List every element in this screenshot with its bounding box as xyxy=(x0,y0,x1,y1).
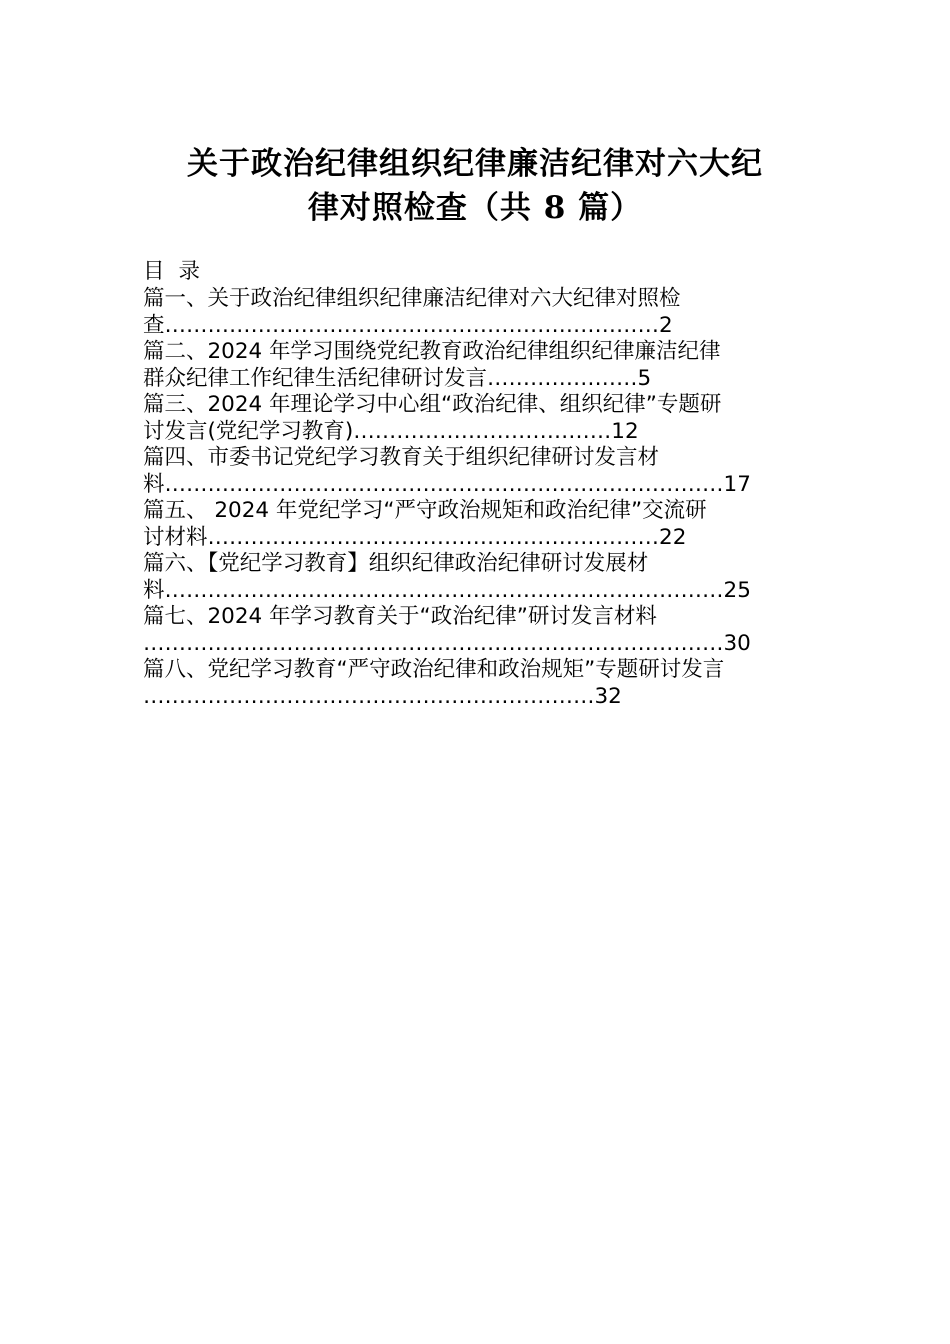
toc-page-number: 2 xyxy=(659,312,673,338)
toc-page-number: 32 xyxy=(594,683,622,709)
document-title xyxy=(140,142,810,230)
toc-heading: 目录 xyxy=(143,259,215,284)
toc-entry-title: 篇八、党纪学习教育“严守政治纪律和政治规矩”专题研讨发言 xyxy=(143,657,725,682)
toc-page-number: 25 xyxy=(723,577,751,603)
toc-entry-title-cont: 料 xyxy=(143,577,165,603)
toc-page-number: 30 xyxy=(723,630,751,656)
toc-entry-title-cont: 讨发言(党纪学习教育) xyxy=(143,418,354,444)
toc-entry-2[interactable] xyxy=(143,339,823,392)
toc-leader-dots: ……………………………………………………… xyxy=(207,524,660,550)
toc-page-number: 22 xyxy=(659,524,687,550)
toc-page-number: 12 xyxy=(611,418,639,444)
table-of-contents xyxy=(143,256,823,710)
toc-entry-7[interactable] xyxy=(143,604,823,657)
toc-leader-dots: ……………………………………………………… xyxy=(143,683,595,709)
toc-entry-title-cont: 查 xyxy=(143,312,165,338)
toc-entry-8[interactable] xyxy=(143,657,823,710)
toc-page-number: 5 xyxy=(637,365,652,391)
toc-entry-title: 篇五、 2024 年党纪学习“严守政治规矩和政治纪律”交流研 xyxy=(143,498,707,523)
toc-leader-dots: ……………………………………………………………………… xyxy=(143,630,724,656)
toc-entry-title-cont: 料 xyxy=(143,471,165,497)
toc-leader-dots: …………………………………………………………… xyxy=(164,312,660,338)
toc-entry-4[interactable] xyxy=(143,445,823,498)
toc-entry-3[interactable] xyxy=(143,392,823,445)
toc-entry-title: 篇二、2024 年学习围绕党纪教育政治纪律组织纪律廉洁纪律 xyxy=(143,339,721,364)
toc-entry-title: 篇一、关于政治纪律组织纪律廉洁纪律对六大纪律对照检 xyxy=(143,286,681,311)
toc-leader-dots: …………………………………………………………………… xyxy=(164,471,724,497)
document-title-line-2: 律对照检查（共 8 篇） xyxy=(307,190,643,226)
toc-leader-dots: …………………………………………………………………… xyxy=(164,577,724,603)
toc-entry-title: 篇三、2024 年理论学习中心组“政治纪律、组织纪律”专题研 xyxy=(143,392,722,417)
toc-entry-title: 篇六、【党纪学习教育】组织纪律政治纪律研讨发展材 xyxy=(143,551,649,576)
toc-entry-6[interactable] xyxy=(143,551,823,604)
toc-entry-title: 篇七、2024 年学习教育关于“政治纪律”研讨发言材料 xyxy=(143,604,657,629)
toc-page-number: 17 xyxy=(723,471,751,497)
toc-entry-title: 篇四、市委书记党纪学习教育关于组织纪律研讨发言材 xyxy=(143,445,660,470)
toc-entry-title-cont: 群众纪律工作纪律生活纪律研讨发言 xyxy=(143,365,488,391)
toc-entry-5[interactable] xyxy=(143,498,823,551)
toc-entry-1[interactable] xyxy=(143,286,823,339)
document-title-line-1: 关于政治纪律组织纪律廉洁纪律对六大纪 xyxy=(187,146,763,182)
toc-leader-dots: ……………………………… xyxy=(353,418,612,444)
toc-leader-dots: ………………… xyxy=(487,365,638,391)
toc-entry-title-cont: 讨材料 xyxy=(143,524,208,550)
